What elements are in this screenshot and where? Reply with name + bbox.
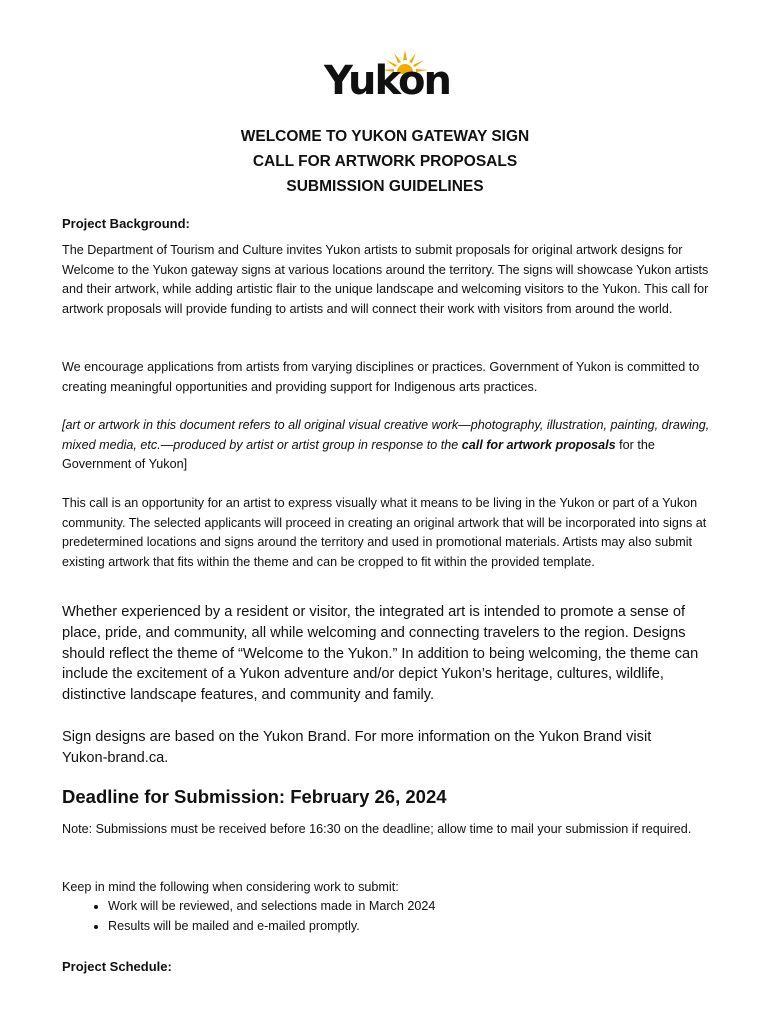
background-paragraph-5: Sign designs are based on the Yukon Brand. For more information on the Yukon Brand visit Yukon-brand.ca.	[62, 729, 652, 766]
title-line-2: CALL FOR ARTWORK PROPOSALS	[252, 153, 518, 170]
title-line-3: SUBMISSION GUIDELINES	[286, 178, 484, 195]
document-title	[0, 124, 770, 199]
deadline-heading: Deadline for Submission: February 26, 2024	[62, 786, 447, 807]
note-text-after: for the Government of Yukon]	[62, 437, 655, 471]
logo-wordmark: Yukon	[324, 58, 451, 104]
yukon-logo	[304, 46, 464, 106]
background-paragraph-4: Whether experienced by a resident or visitor, the integrated art is intended to promote a sense of place, pride, and community, all while welcoming and connecting travelers to the region. Designs should reflect the theme of “Welcome to the Yukon.” In addition to being welcoming, the theme can include the excitement of a Yukon adventure and/or depict Yukon’s heritage, cultures, wildlife, distinctive landscape features, and community and family.	[62, 604, 699, 704]
note-bold-text: call for artwork proposals	[461, 437, 616, 452]
keep-in-mind-text: Keep in mind the following when considering work to submit:	[62, 880, 399, 894]
list-item: • Work will be reviewed, and selections made in March 2024	[108, 897, 708, 917]
background-paragraph-3: This call is an opportunity for an artist to express visually what it means to be living in the Yukon or part of a Yukon community. The selected applicants will proceed in creating an original artwork that will be incorporated into signs at predetermined locations and signs around the territory and used in promotional materials. Artists may also submit existing artwork that fits within the theme and can be cropped to fit within the provided template.	[62, 496, 707, 569]
note-text-before: [art or artwork in this document refers to all original visual creative work—photography, illustration, painting, drawing, mixed media, etc.—produced by artist or artist group in response to the	[62, 418, 710, 452]
artwork-definition-note	[62, 416, 712, 475]
background-paragraph-2: We encourage applications from artists from varying disciplines or practices. Government of Yukon is committed to creating meaningful opportunities and providing support for Indigenous arts practices.	[62, 360, 700, 394]
schedule-heading: Project Schedule:	[62, 959, 172, 974]
list-item: • Results will be mailed and e-mailed promptly.	[108, 917, 708, 937]
deadline-note: Note: Submissions must be received before 16:30 on the deadline; allow time to mail your submission if required.	[62, 822, 692, 836]
background-heading: Project Background:	[62, 216, 190, 231]
background-paragraph-1: The Department of Tourism and Culture invites Yukon artists to submit proposals for original artwork designs for Welcome to the Yukon gateway signs at various locations around the territory. The signs will showcase Yukon artists and their artwork, while adding artistic flair to the unique landscape and welcoming visitors to the Yukon. This call for artwork proposals will provide funding to artists and will connect their work with visitors from around the world.	[62, 243, 709, 316]
deadline-bullet-list	[62, 897, 708, 936]
title-line-1: WELCOME TO YUKON GATEWAY SIGN	[240, 128, 530, 145]
